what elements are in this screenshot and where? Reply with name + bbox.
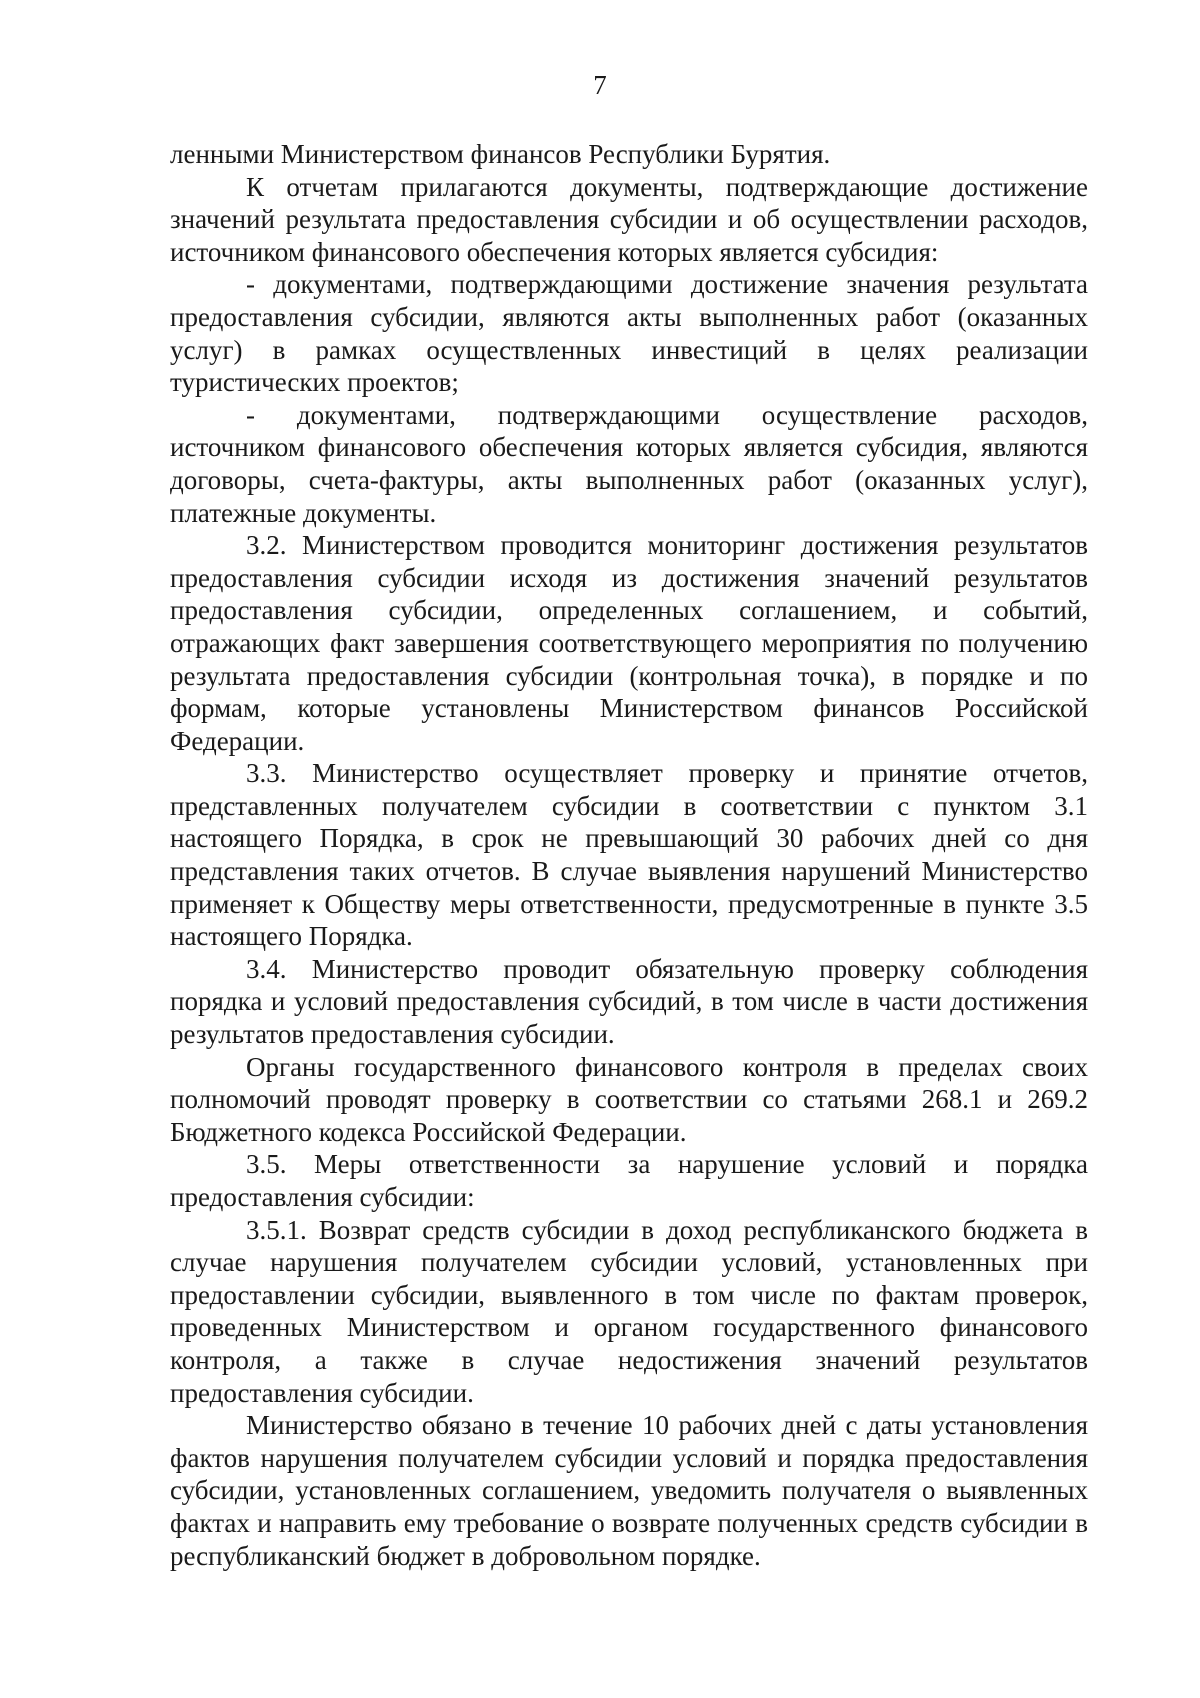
paragraph-3-3: 3.3. Министерство осуществляет проверку и принятие отчетов, представленных получателем субсидии в соответствии с пунктом 3.1 настоящего Порядка, в срок не превышающий 30 рабочих дней со дня представления таких отчетов. В случае выявления нарушений Министерство применяет к Обществу меры ответственности, предусмотренные в пункте 3.5 настоящего Порядка. [170, 758, 1088, 952]
paragraph-report-attachments: К отчетам прилагаются документы, подтверждающие достижение значений результата предоставления субсидии и об осуществлении расходов, источником финансового обеспечения которых является субсидия: [170, 171, 1088, 267]
paragraph-3-4: 3.4. Министерство проводит обязательную проверку соблюдения порядка и условий предоставления субсидий, в том числе в части достижения результатов предоставления субсидии. [170, 953, 1088, 1050]
paragraph-result-documents: - документами, подтверждающими достижение значения результата предоставления субсидии, являются акты выполненных работ (оказанных услуг) в рамках осуществленных инвестиций в целях реализации туристических проектов; [170, 269, 1088, 398]
paragraph-financial-control: Органы государственного финансового контроля в пределах своих полномочий проводят проверку в соответствии со статьями 268.1 и 269.2 Бюджетного кодекса Российской Федерации. [170, 1051, 1088, 1147]
paragraph-expense-documents: - документами, подтверждающими осуществление расходов, источником финансового обеспечения которых является субсидия, являются договоры, счета-фактуры, акты выполненных работ (оказанных услуг), платежные документы. [170, 399, 1088, 528]
document-body [170, 138, 1088, 1572]
page-number: 7 [593, 70, 607, 100]
paragraph-ministry-obligation: Министерство обязано в течение 10 рабочих дней с даты установления фактов нарушения получателем субсидии условий и порядка предоставления субсидии, установленных соглашением, уведомить получателя о выявленных фактах и направить ему требование о возврате полученных средств субсидии в республиканский бюджет в добровольном порядке. [170, 1410, 1088, 1571]
paragraph-3-5-1: 3.5.1. Возврат средств субсидии в доход республиканского бюджета в случае нарушения получателем субсидии условий, установленных при предоставлении субсидии, выявленного в том числе по фактам проверок, проведенных Министерством и органом государственного финансового контроля, а также в случае недостижения значений результатов предоставления субсидии. [170, 1214, 1088, 1408]
paragraph-3-2: 3.2. Министерством проводится мониторинг достижения результатов предоставления субсидии исходя из достижения значений результатов предоставления субсидии, определенных соглашением, и событий, отражающих факт завершения соответствующего мероприятия по получению результата предоставления субсидии (контрольная точка), в порядке и по формам, которые установлены Министерством финансов Российской Федерации. [170, 530, 1088, 756]
paragraph-continuation: ленными Министерством финансов Республики Бурятия. [170, 139, 831, 169]
paragraph-3-5: 3.5. Меры ответственности за нарушение условий и порядка предоставления субсидии: [170, 1149, 1088, 1212]
